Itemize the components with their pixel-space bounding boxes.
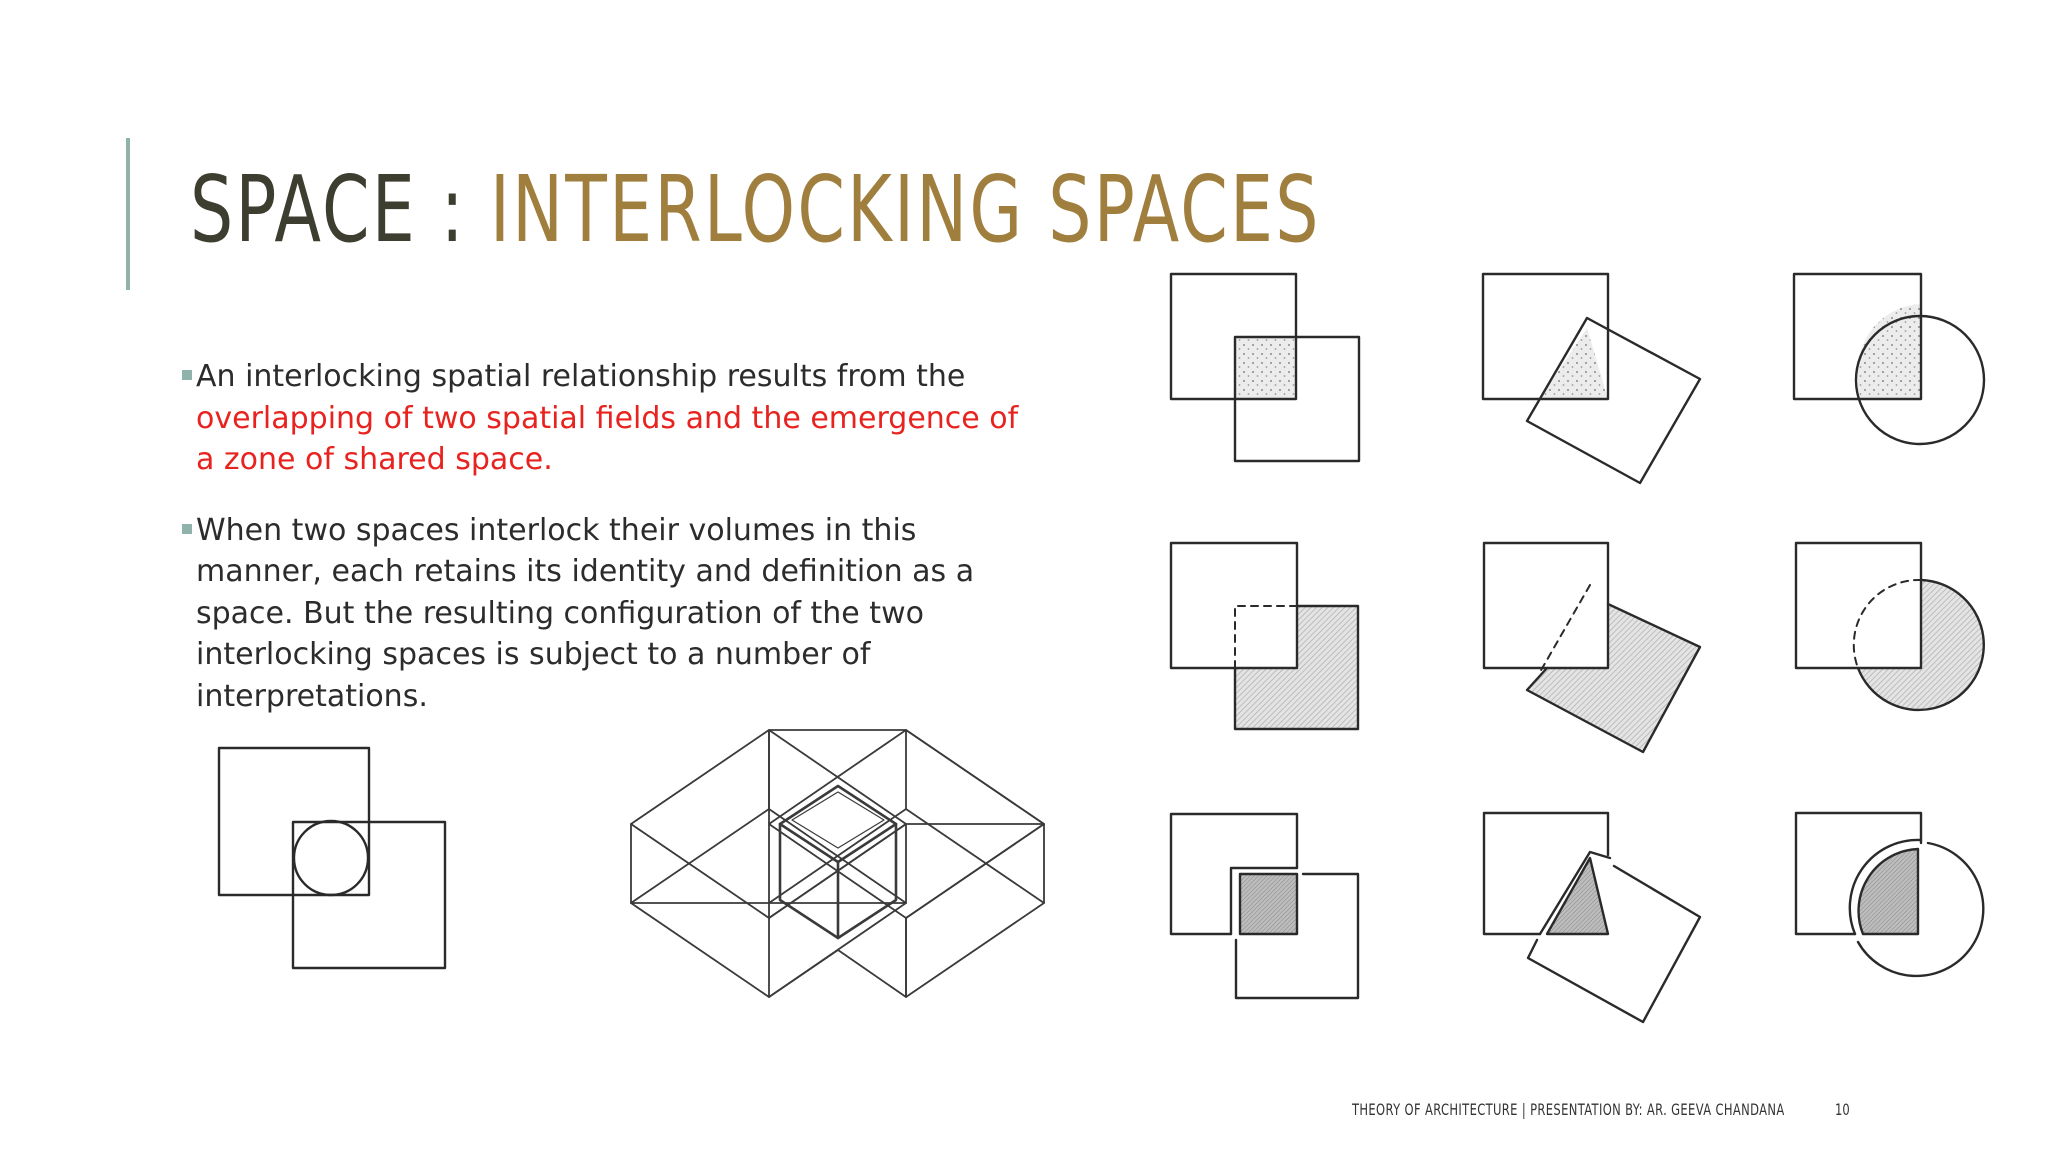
- diagram-isometric-volumes: [631, 730, 1044, 997]
- diagram-grid-square-overlap-dashed: [1171, 543, 1358, 729]
- diagram-grid-square-circle-filled: [1796, 813, 1983, 976]
- diagram-grid-square-circle-dotted: [1794, 274, 1984, 444]
- diagram-grid-square-circle-dashed: [1796, 543, 1984, 710]
- diagram-grid-rotated-shared-filled: [1484, 813, 1700, 1022]
- diagram-squares-with-circle: [219, 748, 445, 968]
- diagram-grid-rotated-overlap-dotted: [1483, 274, 1700, 483]
- bullet-2-text: When two spaces interlock their volumes in this manner, each retains its identity and definition as a space. But the resulting configuration of the two interlocking spaces is subject to a number of interpretations.: [196, 512, 975, 714]
- slide-title-main: INTERLOCKING SPACES: [489, 156, 1321, 263]
- bullet-1-highlight: overlapping of two spatial fields and the emergence of a zone of shared space.: [196, 400, 1019, 477]
- diagram-grid-rotated-overlap-dashed: [1484, 543, 1700, 752]
- diagram-grid-square-overlap-dotted: [1171, 274, 1359, 461]
- bullet-1-text: An interlocking spatial relationship results from the: [196, 359, 966, 394]
- footer-text: THEORY OF ARCHITECTURE | PRESENTATION BY: AR. GEEVA CHANDANA: [1352, 1100, 1785, 1119]
- slide-title-prefix: SPACE :: [190, 156, 490, 263]
- diagram-grid-square-shared-filled: [1171, 814, 1358, 998]
- page-number: 10: [1835, 1100, 1850, 1119]
